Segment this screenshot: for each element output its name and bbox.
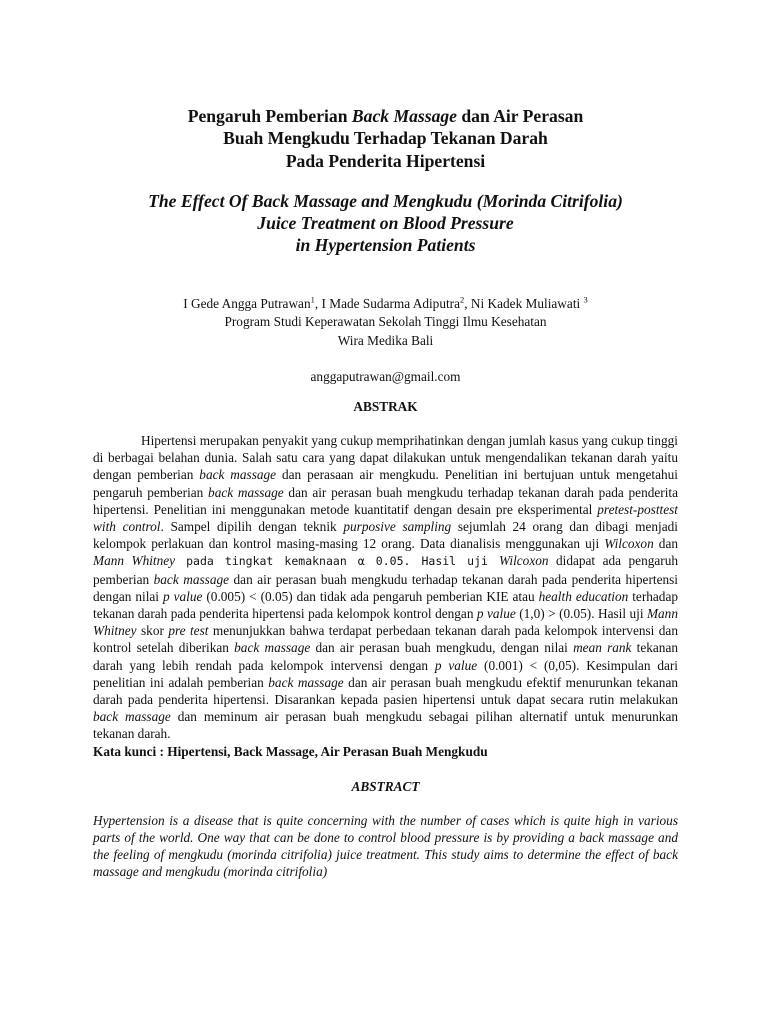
abstrak-text: dan air perasan buah mengkudu terhadap tekanan darah pada penderita hipertensi dengan nilai [93,571,678,604]
abstrak-heading: ABSTRAK [353,398,418,414]
abstrak-italic-term: pre test [168,623,209,639]
abstrak-text: terhadap tekanan darah pada penderita hipertensi pada kelompok kontrol dengan [93,588,678,621]
title-text: dan Air Perasan [457,106,584,126]
abstrak-mono-text: pada tingkat kemaknaan α 0.05. Hasil uji [175,554,500,569]
abstrak-italic-term: p value [162,588,203,604]
abstrak-text: (0.005) < (0.05) dan tidak ada pengaruh pemberian KIE atau [202,588,539,604]
title-italic-term: Back Massage [351,106,457,126]
title-text: Pengaruh Pemberian [187,106,352,126]
author-list [93,295,678,314]
abstrak-text: tekanan darah yang lebih rendah pada kelompok intervensi dengan [93,640,679,673]
abstrak-text: dan meminum air perasan buah mengkudu sebagai pilihan alternatif untuk menurunkan tekanan darah. [93,709,678,742]
abstrak-text: dan air perasan buah mengkudu, dengan nilai [310,640,574,656]
abstrak-italic-term: Mann Whitney [93,605,678,639]
abstrak-italic-term: mean rank [573,640,632,656]
abstrak-text: skor [136,623,169,639]
abstrak-text: didapat ada pengaruh pemberian [93,553,678,587]
author-block [93,295,678,351]
abstrak-text: dan air perasan buah mengkudu terhadap tekanan darah pada penderita hipertensi. Penelitian ini menggunakan metode kuantitatif dengan desain pre eksperimental [93,484,678,517]
abstrak-text: . Sampel dipilih dengan teknik [160,518,344,534]
title-indonesian-line-2: Buah Mengkudu Terhadap Tekanan Darah [223,128,548,149]
abstrak-italic-term: back massage [199,467,277,483]
abstrak-italic-term: back massage [93,709,171,725]
abstrak-text: (1,0) > (0.05). Hasil uji [515,605,647,621]
affiliation-marker: 2 [460,294,465,305]
abstrak-text: Hipertensi merupakan penyakit yang cukup memprihatinkan dengan jumlah kasus yang cukup tinggi di berbagai belahan dunia. Salah satu cara yang dapat dilakukan untuk mengendalikan tekanan darah yaitu dengan pemberian [93,432,678,483]
title-english-line-2: Juice Treatment on Blood Pressure [257,213,514,234]
abstract-heading: ABSTRACT [351,778,420,794]
abstrak-text: dan [653,536,679,552]
affiliation-line-2: Wira Medika Bali [337,333,434,349]
title-indonesian-line-3: Pada Penderita Hipertensi [285,150,486,171]
abstrak-text: (0.001) < (0,05). Kesimpulan dari penelitian ini adalah pemberian [93,657,678,690]
abstrak-italic-term: Mann Whitney [93,553,176,569]
abstrak-text: dan perasaan air mengkudu. Penelitian ini bertujuan untuk mengetahui pengaruh pemberian [93,467,678,500]
abstract-english-body: Hypertension is a disease that is quite concerning with the number of cases which is quite high in various parts of the world. One way that can be done to control blood pressure is by providing a back massage and the feeling of mengkudu (morinda citrifolia) juice treatment. This study aims to determine the effect of back massage and mengkudu (morinda citrifolia) [93,812,678,880]
abstrak-italic-term: Wilcoxon [499,553,549,569]
abstrak-italic-term: pretest-posttest with control [93,501,678,534]
author-email: anggaputrawan@gmail.com [310,368,461,384]
abstrak-italic-term: back massage [234,640,311,656]
abstrak-italic-term: health education [538,588,629,604]
abstrak-italic-term: Wilcoxon [604,536,654,552]
abstrak-italic-term: p value [434,657,478,673]
title-english-line-3: in Hypertension Patients [295,235,476,256]
abstrak-text: sejumlah 24 orang dan dibagi menjadi kelompok perlakuan dan kontrol masing-masing 12 orang. Data dianalisis menggunakan uji [93,518,678,552]
affiliation-line-1: Program Studi Keperawatan Sekolah Tinggi Ilmu Kesehatan [224,314,547,330]
abstrak-italic-term: back massage [208,484,284,500]
title-english-line-1: The Effect Of Back Massage and Mengkudu (Morinda Citrifolia) [148,190,623,211]
abstrak-italic-term: back massage [268,674,344,690]
abstrak-italic-term: p value [476,605,516,621]
abstrak-text: menunjukkan bahwa terdapat perbedaan tekanan darah pada kelompok intervensi dan kontrol setelah diberikan [93,623,678,656]
author-name: , I Made Sudarma Adiputra [314,295,460,311]
title-english [93,190,678,257]
abstrak-text: dan air perasan buah mengkudu efektif menurunkan tekanan darah pada penderita hipertensi. Disarankan kepada pasien hipertensi untuk dapat secara rutin melakukan [93,674,678,707]
abstrak-body [93,432,678,743]
affiliation-marker: 1 [310,294,315,305]
abstrak-italic-term: back massage [153,571,230,587]
title-indonesian [93,0,678,172]
title-indonesian-line-1 [93,105,678,127]
author-name: , Ni Kadek Muliawati [464,295,584,311]
affiliation-marker: 3 [583,294,588,305]
abstrak-italic-term: purposive sampling [343,518,452,534]
keywords-line: Kata kunci : Hipertensi, Back Massage, Air Perasan Buah Mengkudu [93,743,488,759]
author-name: I Gede Angga Putrawan [183,295,311,311]
